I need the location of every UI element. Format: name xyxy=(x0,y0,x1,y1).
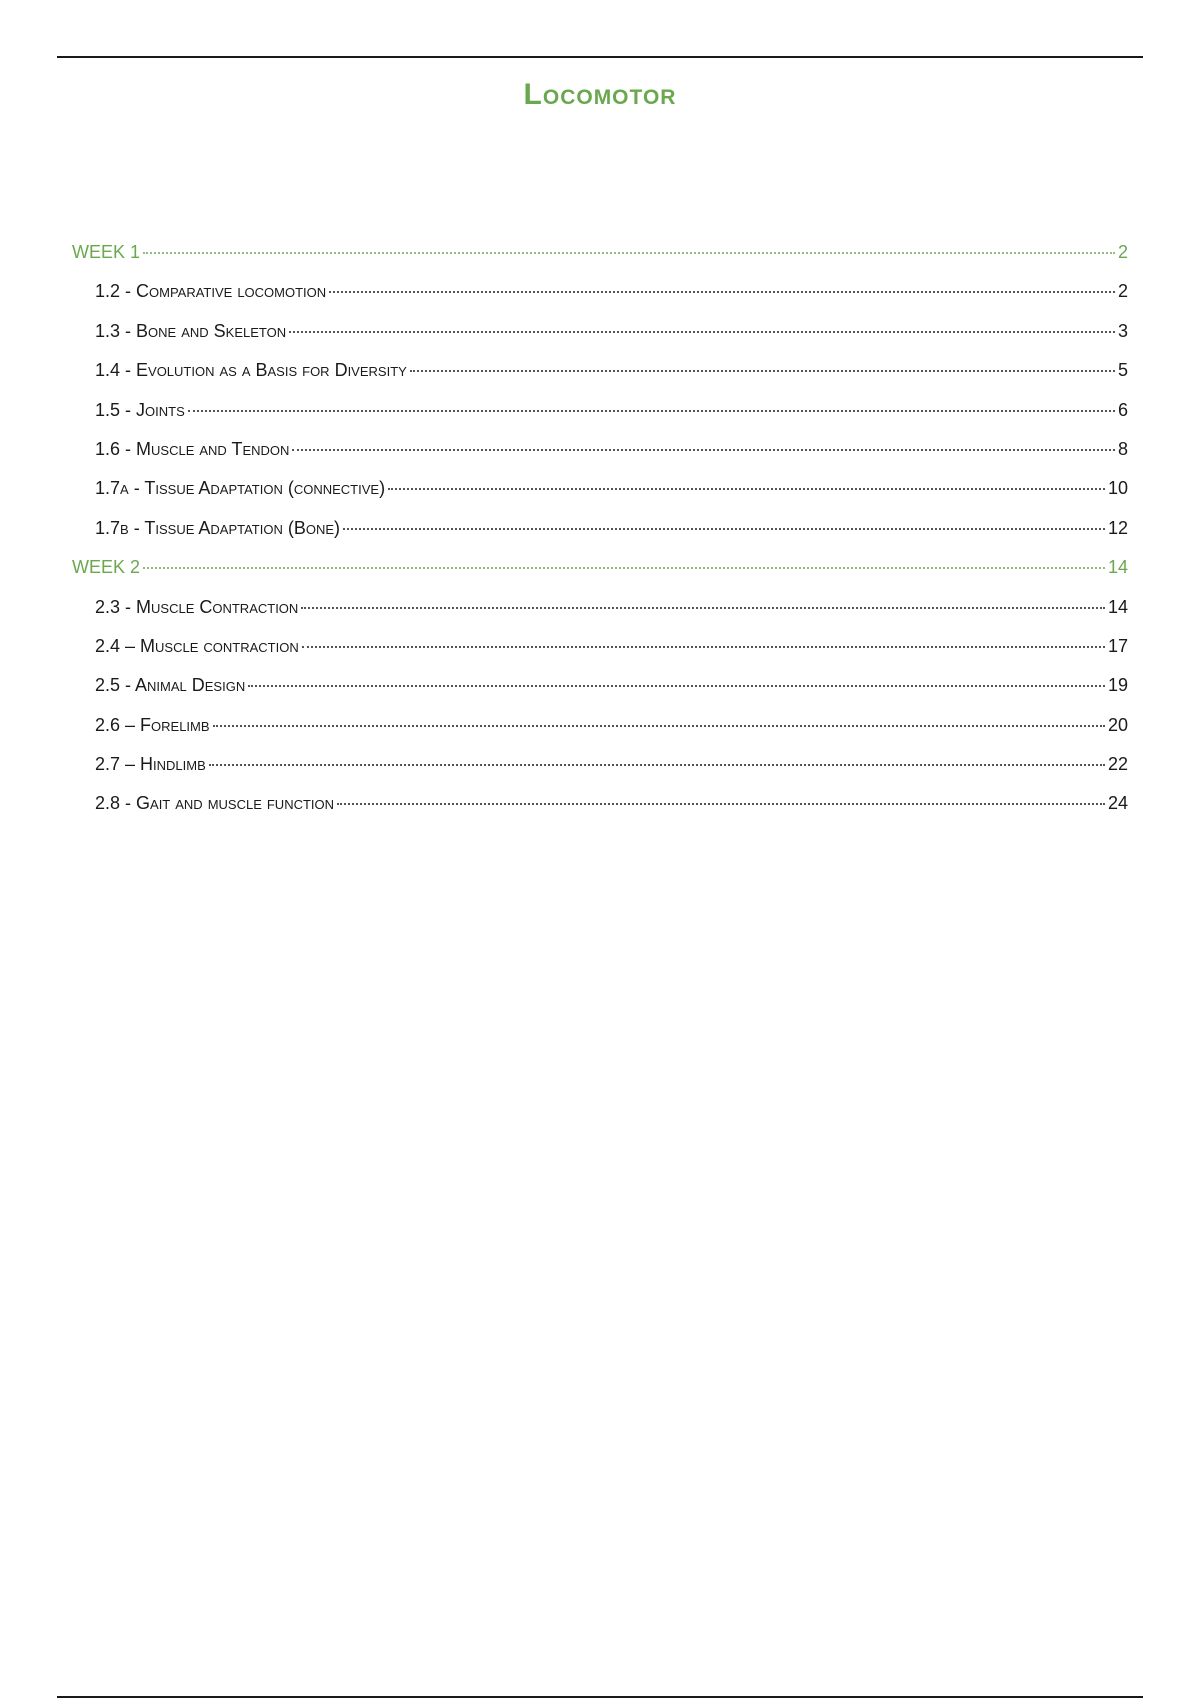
toc-entry[interactable] xyxy=(72,360,1128,399)
dot-leader xyxy=(343,528,1105,530)
toc-entry-page: 20 xyxy=(1107,714,1128,735)
dot-leader xyxy=(388,488,1105,490)
table-of-contents xyxy=(72,242,1128,833)
toc-entry[interactable] xyxy=(72,754,1128,793)
dot-leader xyxy=(213,725,1105,727)
dot-leader xyxy=(329,291,1115,293)
dot-leader xyxy=(302,646,1105,648)
dot-leader xyxy=(209,764,1105,766)
toc-entry[interactable] xyxy=(72,439,1128,478)
dot-leader xyxy=(143,252,1115,254)
toc-entry-label: 1.7a - Tissue Adaptation (connective) xyxy=(95,478,386,499)
toc-entry-label: WEEK 1 xyxy=(72,242,141,262)
toc-entry[interactable] xyxy=(72,715,1128,754)
toc-entry-page: 8 xyxy=(1117,438,1128,459)
toc-week-heading[interactable] xyxy=(72,242,1128,281)
toc-entry-page: 2 xyxy=(1117,281,1128,302)
toc-entry[interactable] xyxy=(72,793,1128,832)
toc-entry-page: 22 xyxy=(1107,754,1128,775)
toc-entry-page: 24 xyxy=(1107,793,1128,814)
dot-leader xyxy=(292,449,1115,451)
toc-entry-label: 1.6 - Muscle and Tendon xyxy=(95,438,290,459)
toc-entry-page: 2 xyxy=(1117,242,1128,262)
dot-leader xyxy=(410,370,1115,372)
toc-entry-page: 19 xyxy=(1107,675,1128,696)
page-title: Locomotor xyxy=(523,78,677,111)
toc-entry-label: 1.3 - Bone and Skeleton xyxy=(95,320,287,341)
toc-entry-label: 2.8 - Gait and muscle function xyxy=(95,793,335,814)
header-rule xyxy=(57,56,1143,58)
toc-week-heading[interactable] xyxy=(72,557,1128,596)
toc-entry[interactable] xyxy=(72,636,1128,675)
toc-entry-page: 6 xyxy=(1117,399,1128,420)
toc-entry[interactable] xyxy=(72,597,1128,636)
dot-leader xyxy=(301,607,1105,609)
toc-entry-label: 2.4 – Muscle contraction xyxy=(95,635,299,656)
toc-entry-page: 10 xyxy=(1107,478,1128,499)
toc-entry-page: 17 xyxy=(1107,635,1128,656)
dot-leader xyxy=(188,410,1115,412)
toc-entry[interactable] xyxy=(72,400,1128,439)
toc-entry-label: 1.4 - Evolution as a Basis for Diversity xyxy=(95,360,407,381)
dot-leader xyxy=(248,685,1105,687)
dot-leader xyxy=(337,803,1105,805)
toc-entry-page: 3 xyxy=(1117,320,1128,341)
toc-entry[interactable] xyxy=(72,675,1128,714)
footer-rule xyxy=(57,1696,1143,1698)
toc-entry-page: 14 xyxy=(1107,557,1128,578)
toc-entry-label: 2.6 – Forelimb xyxy=(95,714,210,735)
toc-entry-label: 1.2 - Comparative locomotion xyxy=(95,281,327,302)
toc-entry-label: 2.3 - Muscle Contraction xyxy=(95,596,299,617)
toc-entry-label: WEEK 2 xyxy=(72,557,141,578)
toc-entry-page: 5 xyxy=(1117,360,1128,381)
toc-entry-label: 1.7b - Tissue Adaptation (Bone) xyxy=(95,517,341,538)
toc-entry-page: 12 xyxy=(1107,517,1128,538)
dot-leader xyxy=(143,567,1105,569)
toc-entry[interactable] xyxy=(72,321,1128,360)
toc-entry-label: 2.7 – Hindlimb xyxy=(95,754,206,775)
dot-leader xyxy=(289,331,1115,333)
toc-entry[interactable] xyxy=(72,478,1128,517)
toc-entry-label: 1.5 - Joints xyxy=(95,399,185,420)
toc-entry-page: 14 xyxy=(1107,596,1128,617)
toc-entry-label: 2.5 - Animal Design xyxy=(95,675,246,696)
toc-entry[interactable] xyxy=(72,518,1128,557)
toc-entry[interactable] xyxy=(72,281,1128,320)
